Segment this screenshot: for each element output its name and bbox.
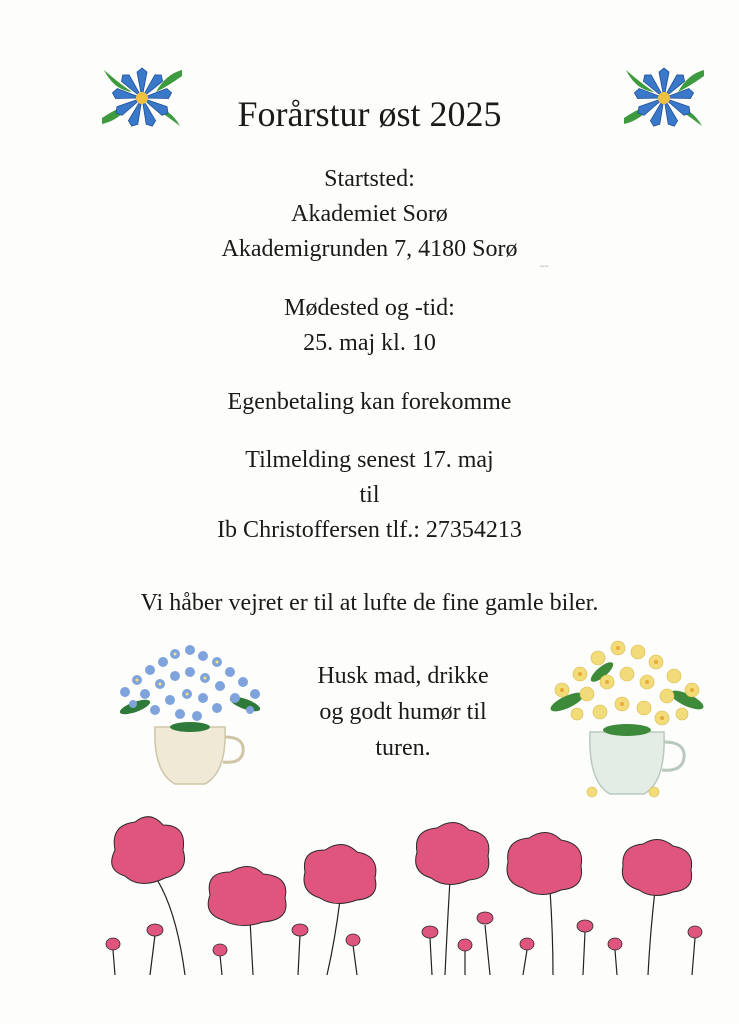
weather-text: Vi håber vejret er til at lufte de fine gamle biler. [140,590,599,616]
start-address: Akademigrunden 7, 4180 Sorø [221,236,518,262]
meeting-time: 25. maj kl. 10 [303,330,436,356]
reminder-line-2: og godt humør til [319,699,487,725]
scan-speck: ~~ [540,262,549,271]
meeting-section [0,291,739,361]
start-place: Akademiet Sorø [291,201,448,227]
registration-contact: Ib Christoffersen tlf.: 27354213 [217,517,522,543]
registration-to: til [359,482,380,508]
registration-section [0,443,739,548]
page-title: Forårstur øst 2025 [237,94,502,134]
primrose-vase-icon [532,632,722,802]
reminder-line-1: Husk mad, drikke [317,663,489,689]
start-label: Startsted: [324,166,415,192]
forget-me-not-vase-icon [95,632,285,792]
registration-deadline: Tilmelding senest 17. maj [245,447,494,473]
meeting-label: Mødested og -tid: [284,295,455,321]
start-section [0,162,739,267]
payment-note [0,385,739,420]
reminder-text [288,658,518,766]
payment-text: Egenbetaling kan forekomme [227,389,512,415]
weather-note [0,586,739,621]
poppies-illustration-icon [95,810,715,980]
reminder-line-3: turen. [375,735,431,761]
